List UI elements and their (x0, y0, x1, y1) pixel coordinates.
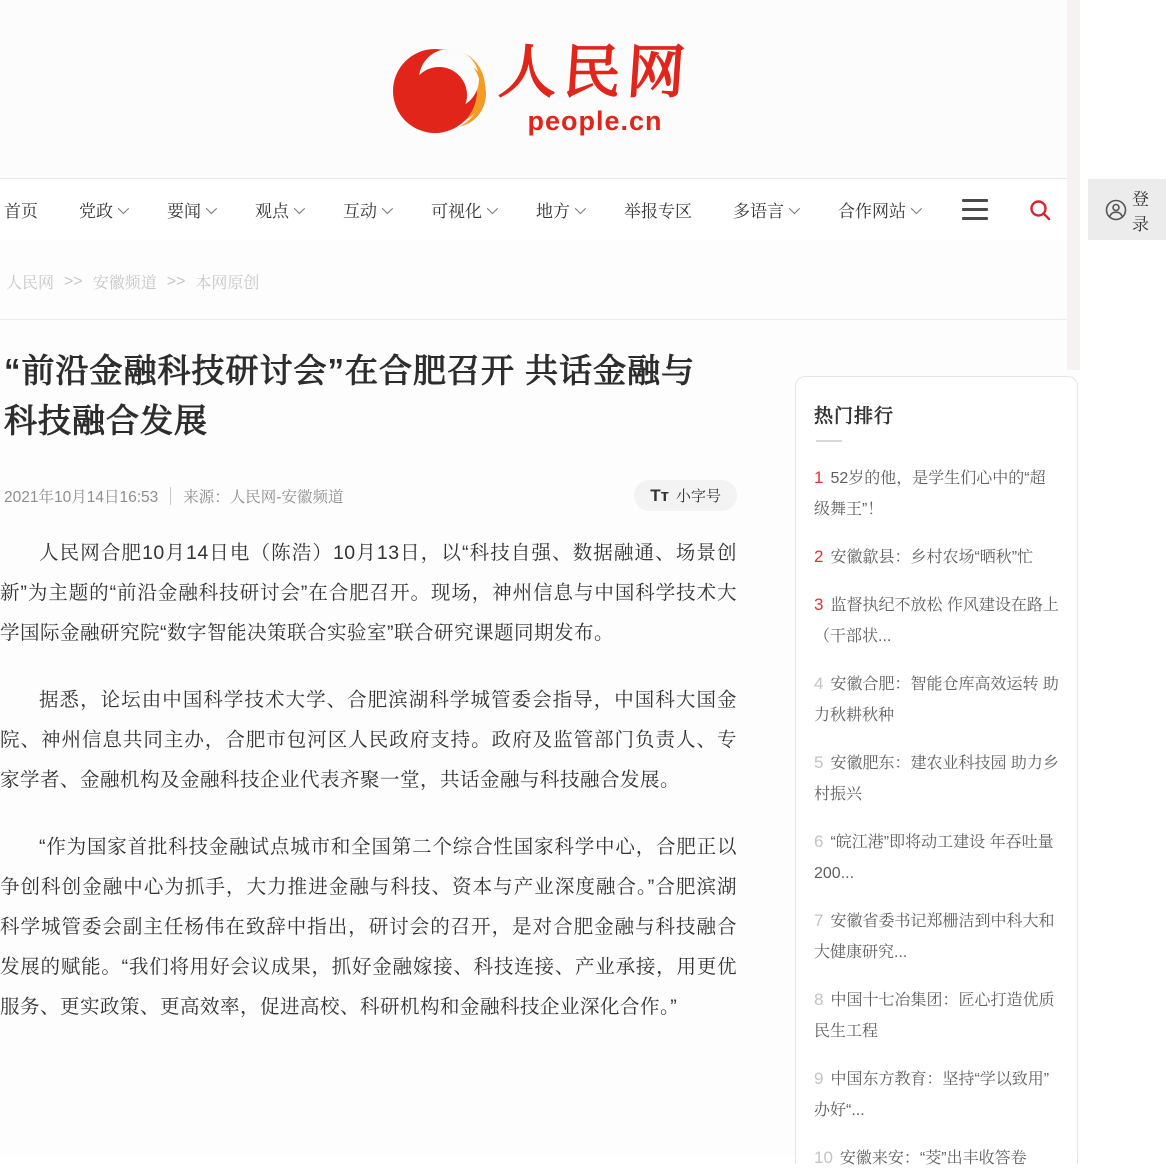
rank-number: 3 (814, 595, 824, 614)
nav-label: 多语言 (733, 202, 784, 221)
hot-item-4[interactable] (814, 668, 1059, 731)
chevron-down-icon (911, 202, 922, 213)
rank-number: 8 (814, 990, 824, 1009)
hot-item-3[interactable] (814, 589, 1059, 652)
hot-item-text: “皖江港”即将动工建设 年吞吐量200... (814, 834, 1054, 882)
hot-item-text: 中国十七冶集团：匠心打造优质民生工程 (814, 992, 1055, 1040)
rank-number: 7 (814, 911, 824, 930)
nav-label: 地方 (536, 202, 570, 221)
article-meta (0, 480, 737, 511)
hot-item-text: 安徽来安：“茭”出丰收答卷 (839, 1150, 1027, 1167)
title-underline (816, 440, 842, 442)
logo-text (496, 39, 694, 136)
nav-label: 可视化 (431, 202, 482, 221)
content (0, 320, 1080, 1167)
hot-item-text: 安徽合肥：智能仓库高效运转 助力秋耕秋种 (814, 676, 1059, 724)
breadcrumb-home[interactable]: 人民网 (6, 275, 55, 292)
login-button[interactable] (1088, 179, 1166, 240)
source-label: 来源： (183, 488, 230, 506)
user-icon (1105, 199, 1127, 221)
chevron-down-icon (118, 202, 129, 213)
hot-item-text: 安徽歙县：乡村农场“晒秋”忙 (830, 549, 1034, 566)
chevron-down-icon (789, 202, 800, 213)
main-nav (0, 178, 1149, 240)
article-paragraph: 据悉，论坛由中国科学技术大学、合肥滨湖科学城管委会指导，中国科大国金院、神州信息共同主办，合肥市包河区人民政府支持。政府及监管部门负责人、专家学者、金融机构及金融科技企业代表齐聚一堂，共话金融与科技融合发展。 (0, 689, 737, 791)
article-title: “前沿金融科技研讨会”在合肥召开 共话金融与科技融合发展 (4, 352, 696, 439)
nav-label: 要闻 (167, 202, 201, 221)
nav-item-interact[interactable] (341, 179, 392, 240)
hot-item-text: 安徽肥东：建农业科技园 助力乡村振兴 (814, 755, 1059, 803)
nav-label: 党政 (79, 202, 113, 221)
chevron-down-icon (206, 202, 217, 213)
nav-item-report[interactable] (622, 179, 694, 240)
rank-number: 5 (814, 753, 824, 772)
hot-ranking-title: 热门排行 (814, 406, 895, 427)
chevron-down-icon (294, 202, 305, 213)
menu-icon[interactable] (958, 179, 992, 240)
chevron-down-icon (382, 202, 393, 213)
rank-number: 2 (814, 547, 824, 566)
hot-item-2[interactable] (814, 541, 1059, 573)
breadcrumb-separator: >> (64, 272, 83, 290)
publish-date: 2021年10月14日16:53 (4, 488, 159, 506)
font-size-button[interactable] (634, 480, 737, 511)
site-header (0, 0, 1080, 178)
logo-domain: people.cn (527, 105, 663, 136)
nav-item-partners[interactable] (836, 179, 921, 240)
hot-item-text: 52岁的他，是学生们心中的“超级舞王”！ (814, 470, 1046, 518)
people-globe-icon (389, 39, 489, 139)
breadcrumb-separator: >> (166, 272, 186, 290)
nav-label: 观点 (255, 202, 289, 221)
page-edge-strip (1067, 0, 1080, 370)
hot-item-9[interactable] (814, 1063, 1059, 1126)
hot-item-6[interactable] (814, 826, 1059, 889)
nav-label: 举报专区 (624, 202, 692, 221)
rank-number: 9 (814, 1069, 824, 1088)
search-icon[interactable] (1022, 179, 1058, 240)
nav-item-party[interactable] (77, 179, 128, 240)
login-label: 登录 (1132, 189, 1149, 234)
nav-item-multilang[interactable] (731, 179, 799, 240)
chevron-down-icon (575, 202, 586, 213)
nav-item-news[interactable] (165, 179, 216, 240)
source-link[interactable]: 人民网-安徽频道 (229, 488, 344, 506)
article (0, 320, 737, 1164)
nav-item-local[interactable] (534, 179, 585, 240)
breadcrumb (0, 240, 1080, 319)
hot-item-1[interactable] (814, 462, 1059, 525)
hot-item-5[interactable] (814, 747, 1059, 810)
article-paragraph: 人民网合肥10月14日电（陈浩）10月13日，以“科技自强、数据融通、场景创新”为主题的“前沿金融科技研讨会”在合肥召开。现场，神州信息与中国科学技术大学国际金融研究院“数字智能决策联合实验室”联合研究课题同期发布。 (0, 542, 737, 644)
logo-chinese: 人民网 (496, 39, 694, 105)
nav-right-cluster (958, 179, 1166, 240)
chevron-down-icon (487, 202, 498, 213)
rank-number: 6 (814, 832, 824, 851)
hot-item-text: 中国东方教育：坚持“学以致用” 办好“... (814, 1071, 1050, 1119)
nav-item-opinion[interactable] (253, 179, 304, 240)
rank-number: 10 (814, 1148, 833, 1167)
breadcrumb-section[interactable]: 本网原创 (195, 275, 260, 292)
hot-ranking-box (795, 376, 1078, 1167)
nav-item-home[interactable] (2, 179, 40, 240)
font-size-icon: Tт (650, 485, 669, 505)
rank-number: 4 (814, 674, 824, 693)
hot-item-text: 监督执纪不放松 作风建设在路上（干部状... (814, 597, 1059, 645)
hot-item-10[interactable] (814, 1142, 1059, 1174)
rank-number: 1 (814, 468, 824, 487)
people-logo[interactable] (389, 39, 694, 139)
hot-item-7[interactable] (814, 905, 1059, 968)
breadcrumb-channel[interactable]: 安徽频道 (92, 275, 157, 292)
meta-separator (170, 487, 171, 505)
hot-item-text: 安徽省委书记郑栅洁到中科大和大健康研究... (814, 913, 1055, 961)
hot-item-8[interactable] (814, 984, 1059, 1047)
nav-label: 首页 (4, 202, 38, 221)
font-size-label: 小字号 (675, 488, 721, 505)
article-paragraph: “作为国家首批科技金融试点城市和全国第二个综合性国家科学中心，合肥正以争创科创金融中心为抓手，大力推进金融与科技、资本与产业深度融合。”合肥滨湖科学城管委会副主任杨伟在致辞中指出，研讨会的召开，是对合肥金融与科技融合发展的赋能。“我们将用好会议成果，抓好金融嫁接、科技连接、产业承接，用更优服务、更实政策、更高效率，促进高校、科研机构和金融科技企业深化合作。” (0, 836, 737, 1018)
nav-label: 互动 (343, 202, 377, 221)
nav-label: 合作网站 (838, 202, 906, 221)
sidebar (795, 320, 1078, 1167)
nav-item-visual[interactable] (429, 179, 497, 240)
